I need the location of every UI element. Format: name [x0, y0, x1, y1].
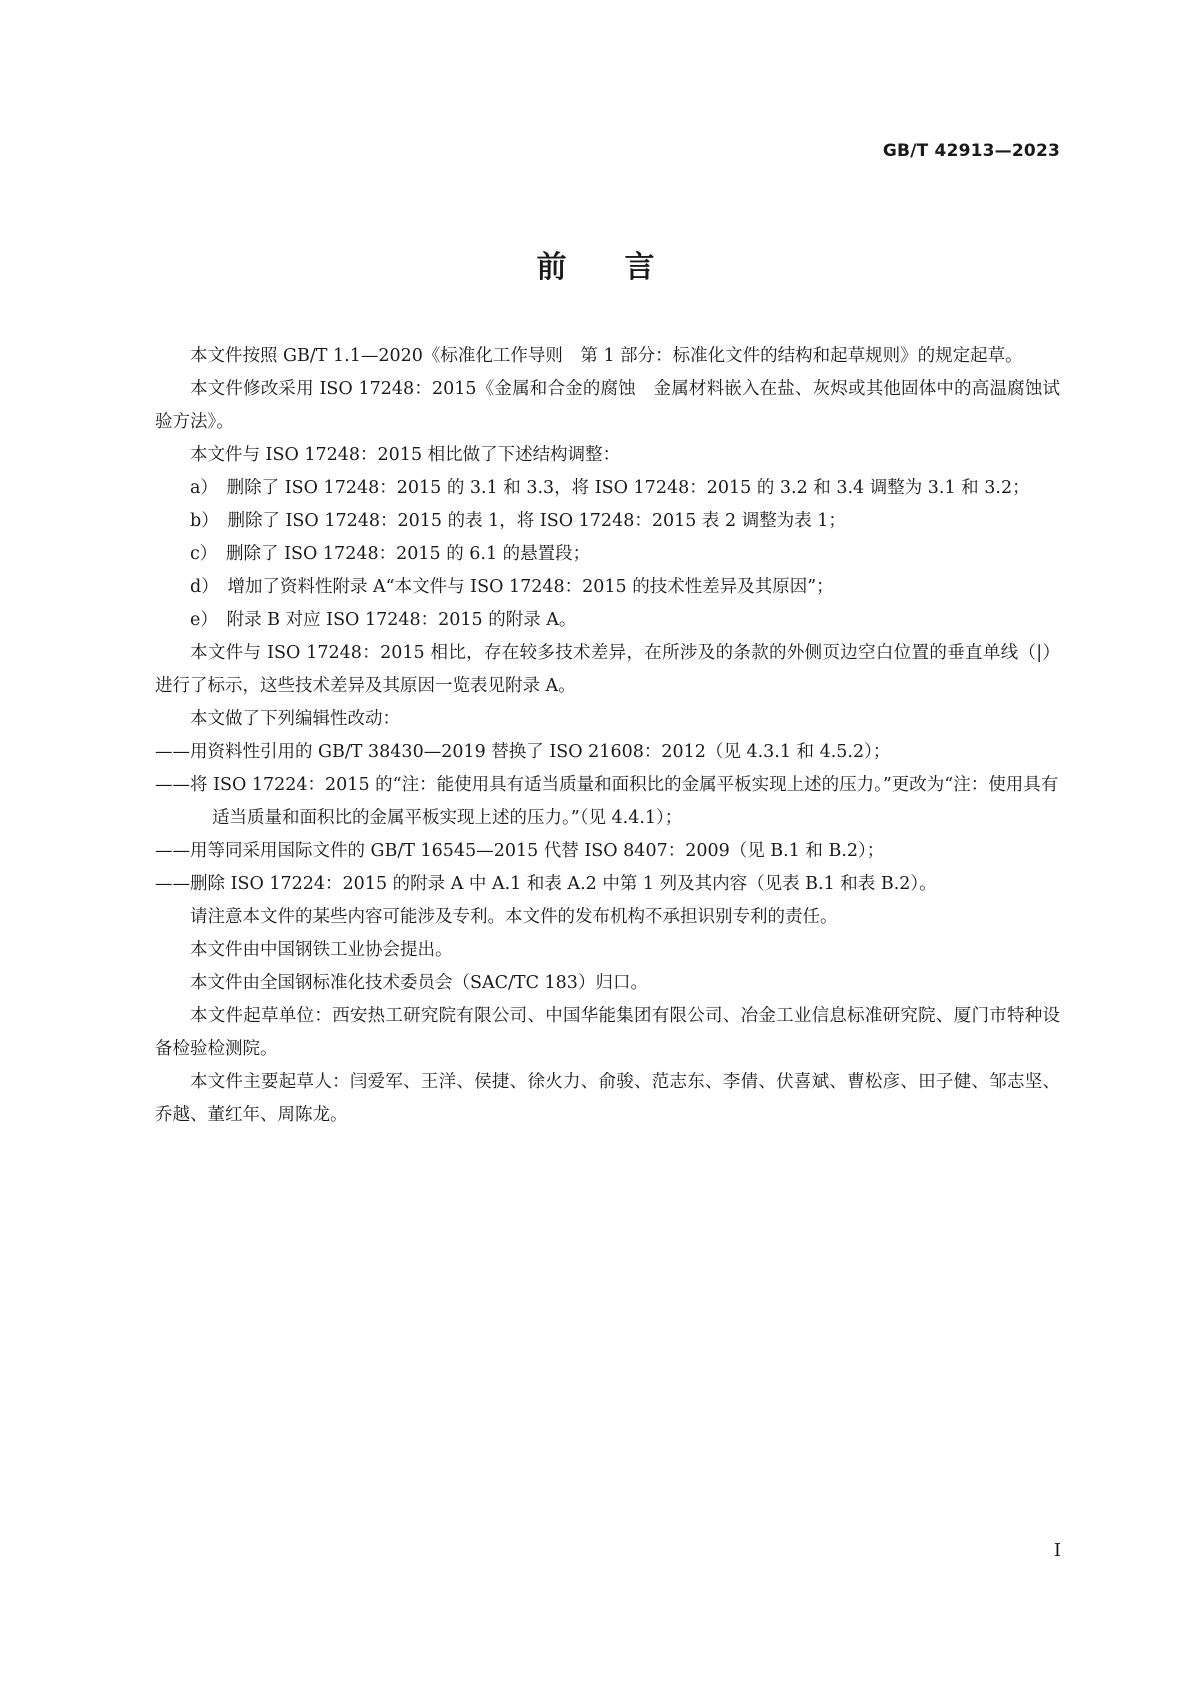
paragraph-patent-notice: 请注意本文件的某些内容可能涉及专利。本文件的发布机构不承担识别专利的责任。: [190, 907, 838, 927]
structural-change-item: a） 删除了 ISO 17248：2015 的 3.1 和 3.3，将 ISO 17248：2015 的 3.2 和 3.4 调整为 3.1 和 3.2；: [190, 478, 1030, 498]
editorial-change-item: ——用等同采用国际文件的 GB/T 16545—2015 代替 ISO 8407：2009（见 B.1 和 B.2）；: [155, 841, 885, 861]
paragraph-committee: 本文件由全国钢标准化技术委员会（SAC/TC 183）归口。: [190, 973, 648, 993]
editorial-change-item: ——删除 ISO 17224：2015 的附录 A 中 A.1 和表 A.2 中第 1 列及其内容（见表 B.1 和表 B.2）。: [155, 874, 937, 894]
paragraph-technical-differences: 本文件与 ISO 17248：2015 相比，存在较多技术差异，在所涉及的条款的外侧页边空白位置的垂直单线（|）进行了标示，这些技术差异及其原因一览表见附录 A。: [155, 643, 1060, 696]
foreword-body: [155, 340, 1060, 1132]
editorial-change-item: ——用资料性引用的 GB/T 38430—2019 替换了 ISO 21608：2012（见 4.3.1 和 4.5.2）；: [155, 742, 891, 762]
page-number: I: [1053, 1540, 1061, 1561]
structural-change-item: c） 删除了 ISO 17248：2015 的 6.1 的悬置段；: [190, 544, 591, 564]
structural-change-item: b） 删除了 ISO 17248：2015 的表 1，将 ISO 17248：2015 表 2 调整为表 1；: [190, 511, 846, 531]
paragraph-drafting-rules: 本文件按照 GB/T 1.1—2020《标准化工作导则 第 1 部分：标准化文件的结构和起草规则》的规定起草。: [190, 346, 1023, 366]
standard-code: GB/T 42913—2023: [882, 141, 1060, 161]
paragraph-drafters: 本文件主要起草人：闫爱军、王洋、侯捷、徐火力、俞骏、范志东、李倩、伏喜斌、曹松彦、田子健、邹志坚、乔越、董红年、周陈龙。: [155, 1072, 1060, 1125]
structural-change-item: d） 增加了资料性附录 A“本文件与 ISO 17248：2015 的技术性差异及其原因”；: [190, 577, 834, 597]
page-title: 前言: [536, 250, 713, 285]
structural-change-item: e） 附录 B 对应 ISO 17248：2015 的附录 A。: [190, 610, 577, 630]
editorial-change-item: ——将 ISO 17224：2015 的“注：能使用具有适当质量和面积比的金属平板实现上述的压力。”更改为“注：使用具有适当质量和面积比的金属平板实现上述的压力。”（见 4.4.1）；: [155, 775, 1059, 828]
paragraph-proposer: 本文件由中国钢铁工业协会提出。: [190, 940, 453, 960]
paragraph-drafting-units: 本文件起草单位：西安热工研究院有限公司、中国华能集团有限公司、冶金工业信息标准研究院、厦门市特种设备检验检测院。: [155, 1006, 1060, 1059]
paragraph-editorial-intro: 本文做了下列编辑性改动：: [190, 709, 400, 729]
paragraph-structure-intro: 本文件与 ISO 17248：2015 相比做了下述结构调整：: [190, 445, 621, 465]
paragraph-adoption: 本文件修改采用 ISO 17248：2015《金属和合金的腐蚀 金属材料嵌入在盐、灰烬或其他固体中的高温腐蚀试验方法》。: [155, 379, 1060, 432]
